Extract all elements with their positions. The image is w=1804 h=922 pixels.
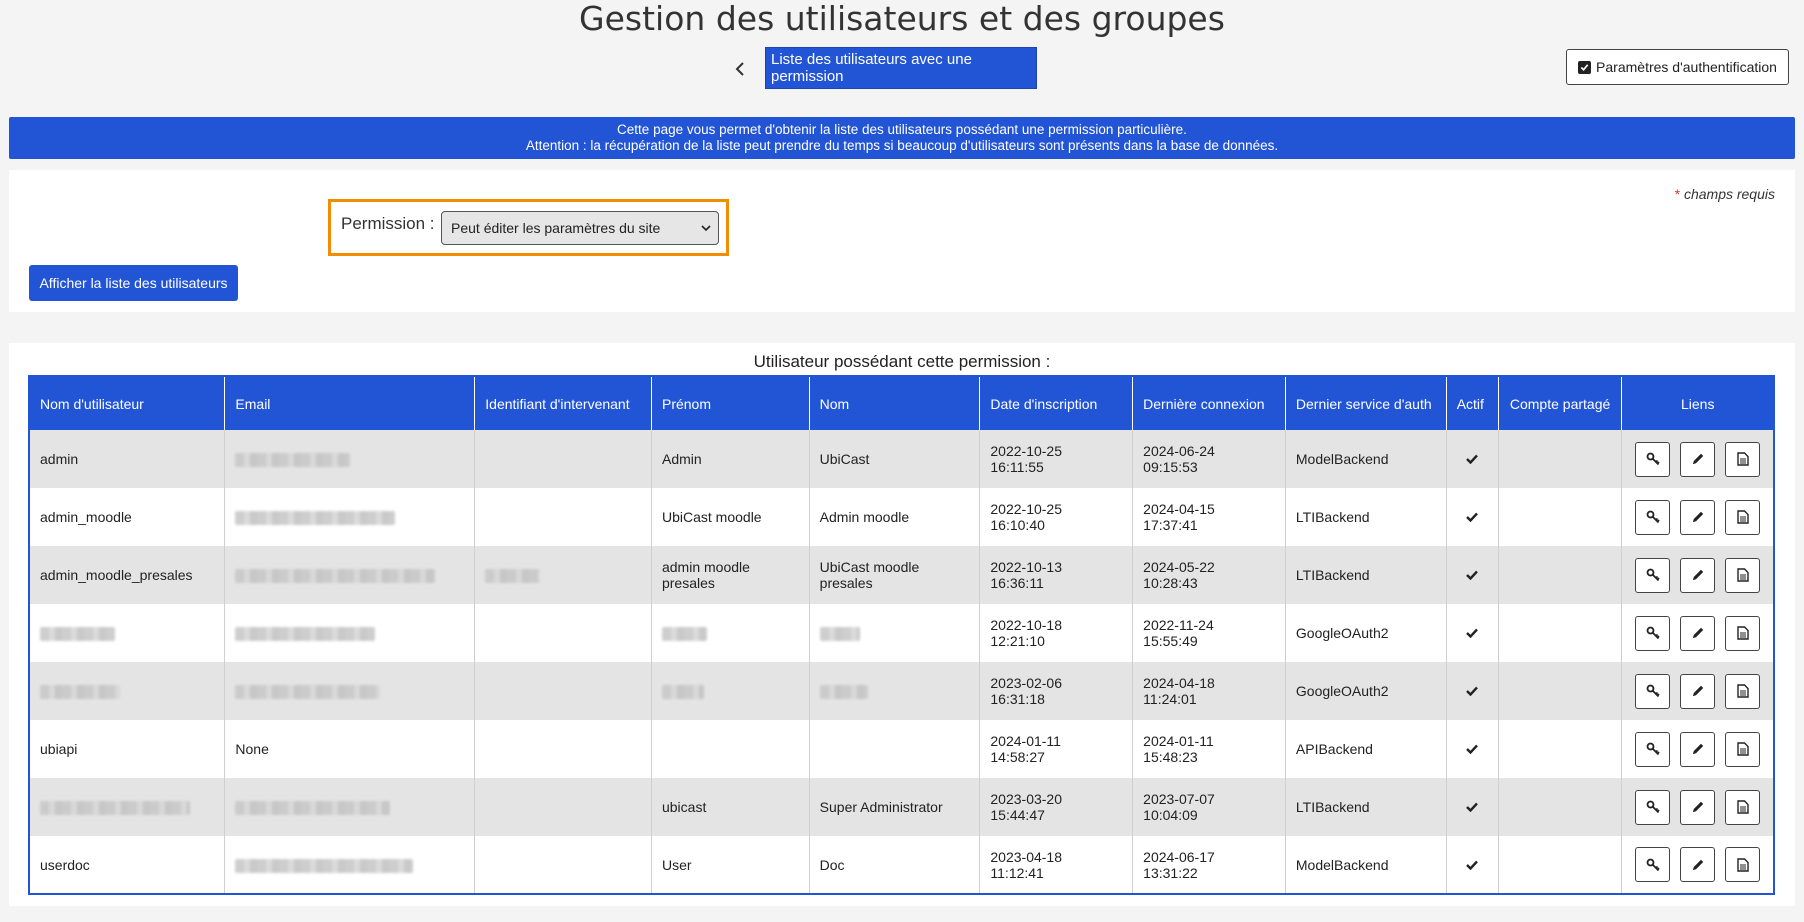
page-title: Gestion des utilisateurs et des groupes bbox=[579, 0, 1225, 38]
login-date: 2024-01-11 bbox=[1143, 733, 1214, 749]
last-name-text: Super Administrator bbox=[819, 799, 943, 815]
info-line-1: Cette page vous permet d'obtenir la liste des utilisateurs possédant une permission particulière. bbox=[617, 122, 1187, 137]
cell-last-name bbox=[809, 662, 980, 720]
last-name-text: UbiCast moodle presales bbox=[819, 559, 920, 591]
cell-last-auth bbox=[1285, 720, 1446, 778]
last-name-text bbox=[820, 683, 868, 699]
table-row bbox=[29, 720, 1774, 778]
auth-text: LTIBackend bbox=[1295, 509, 1370, 525]
cell-speaker-id bbox=[475, 546, 652, 604]
redacted-text bbox=[235, 685, 380, 699]
col-email[interactable]: Email bbox=[225, 376, 475, 430]
cell-speaker-id bbox=[475, 836, 652, 894]
table-row bbox=[29, 836, 1774, 894]
document-icon-button[interactable] bbox=[1725, 732, 1760, 767]
key-icon bbox=[1646, 800, 1660, 814]
redacted-text bbox=[235, 511, 395, 525]
cell-last-name bbox=[809, 488, 980, 546]
first-name-text: UbiCast moodle bbox=[661, 509, 762, 525]
permission-select[interactable] bbox=[441, 211, 719, 245]
top-navigation bbox=[0, 47, 1804, 89]
login-time: 13:31:22 bbox=[1143, 864, 1198, 881]
show-users-button[interactable]: Afficher la liste des utilisateurs bbox=[29, 265, 238, 301]
cell-username bbox=[29, 662, 225, 720]
redacted-text bbox=[40, 685, 120, 699]
redacted-text bbox=[662, 685, 704, 699]
login-date: 2023-07-07 bbox=[1143, 791, 1215, 807]
key-icon bbox=[1646, 858, 1660, 872]
reg-time: 16:11:55 bbox=[990, 459, 1044, 475]
edit-icon-button[interactable] bbox=[1680, 500, 1715, 535]
cell-speaker-id bbox=[475, 662, 652, 720]
login-date: 2022-11-24 bbox=[1143, 617, 1214, 633]
edit-icon-button[interactable] bbox=[1680, 732, 1715, 767]
cell-speaker-id bbox=[475, 604, 652, 662]
cell-links bbox=[1622, 604, 1774, 662]
username-text bbox=[40, 799, 190, 815]
required-text: champs requis bbox=[1683, 186, 1775, 202]
first-name-text bbox=[662, 625, 707, 641]
cell-last-login bbox=[1133, 604, 1286, 662]
chevron-down-icon bbox=[701, 225, 711, 232]
auth-text: LTIBackend bbox=[1295, 799, 1370, 815]
cell-last-auth bbox=[1285, 662, 1446, 720]
cell-username bbox=[29, 430, 225, 488]
pencil-icon bbox=[1691, 800, 1705, 814]
reg-time: 15:44:47 bbox=[990, 807, 1045, 823]
edit-icon-button[interactable] bbox=[1680, 790, 1715, 825]
login-time: 11:24:01 bbox=[1143, 691, 1197, 707]
col-links: Liens bbox=[1622, 376, 1774, 430]
check-icon bbox=[1465, 858, 1479, 872]
cell-shared bbox=[1498, 488, 1622, 546]
check-icon bbox=[1465, 626, 1479, 640]
login-time: 15:48:23 bbox=[1143, 749, 1198, 765]
cell-username bbox=[29, 546, 225, 604]
cell-last-name bbox=[809, 720, 980, 778]
cell-email bbox=[225, 604, 475, 662]
cell-active bbox=[1446, 430, 1498, 488]
username-text: admin_moodle_presales bbox=[40, 567, 193, 583]
redacted-text bbox=[40, 627, 115, 641]
cell-email bbox=[225, 430, 475, 488]
auth-text: ModelBackend bbox=[1295, 856, 1389, 873]
check-icon bbox=[1465, 452, 1479, 466]
cell-links bbox=[1622, 488, 1774, 546]
first-name-text bbox=[662, 683, 704, 699]
edit-icon-button[interactable] bbox=[1680, 442, 1715, 477]
document-icon bbox=[1737, 742, 1749, 756]
cell-links bbox=[1622, 430, 1774, 488]
edit-icon-button[interactable] bbox=[1680, 847, 1715, 882]
check-icon bbox=[1465, 684, 1479, 698]
cell-active bbox=[1446, 836, 1498, 894]
results-panel bbox=[9, 343, 1795, 906]
key-icon-button[interactable] bbox=[1635, 674, 1670, 709]
username-text: ubiapi bbox=[40, 741, 78, 757]
first-name-text: ubicast bbox=[661, 799, 707, 815]
cell-shared bbox=[1498, 430, 1622, 488]
reg-date: 2024-01-11 bbox=[990, 733, 1061, 749]
edit-icon-button[interactable] bbox=[1680, 558, 1715, 593]
email-text bbox=[235, 567, 435, 583]
cell-last-login bbox=[1133, 778, 1286, 836]
speaker-id-text bbox=[485, 567, 540, 583]
cell-first-name bbox=[651, 778, 809, 836]
key-icon-button[interactable] bbox=[1635, 558, 1670, 593]
col-shared[interactable]: Compte partagé bbox=[1498, 376, 1622, 430]
cell-email bbox=[225, 488, 475, 546]
table-row bbox=[29, 488, 1774, 546]
auth-text: APIBackend bbox=[1295, 741, 1373, 757]
cell-last-auth bbox=[1285, 836, 1446, 894]
tab-users-with-permission[interactable]: Liste des utilisateurs avec une permission bbox=[765, 47, 1037, 89]
cell-links bbox=[1622, 662, 1774, 720]
col-last-name[interactable]: Nom bbox=[809, 376, 980, 430]
document-icon bbox=[1737, 800, 1749, 814]
key-icon-button[interactable] bbox=[1635, 442, 1670, 477]
cell-shared bbox=[1498, 546, 1622, 604]
cell-registered bbox=[980, 778, 1133, 836]
cell-last-auth bbox=[1285, 430, 1446, 488]
permission-field-highlight bbox=[328, 199, 729, 256]
cell-active bbox=[1446, 720, 1498, 778]
reg-time: 16:31:18 bbox=[990, 691, 1045, 707]
login-date: 2024-04-18 bbox=[1143, 675, 1215, 691]
key-icon-button[interactable] bbox=[1635, 616, 1670, 651]
login-date: 2024-05-22 bbox=[1143, 559, 1215, 575]
check-icon bbox=[1465, 800, 1479, 814]
login-date: 2024-06-17 bbox=[1143, 848, 1215, 865]
permission-label: Permission : bbox=[341, 214, 435, 233]
pencil-icon bbox=[1691, 626, 1705, 640]
auth-text: LTIBackend bbox=[1295, 567, 1370, 583]
cell-shared bbox=[1498, 604, 1622, 662]
col-username[interactable]: Nom d'utilisateur bbox=[29, 376, 225, 430]
auth-settings-button[interactable] bbox=[1566, 49, 1789, 85]
last-name-text bbox=[820, 625, 860, 641]
cell-first-name bbox=[651, 720, 809, 778]
table-row bbox=[29, 778, 1774, 836]
auth-text: GoogleOAuth2 bbox=[1295, 625, 1389, 641]
reg-date: 2022-10-18 bbox=[990, 617, 1063, 633]
cell-last-auth bbox=[1285, 546, 1446, 604]
redacted-text bbox=[820, 627, 860, 641]
cell-username bbox=[29, 604, 225, 662]
cell-first-name bbox=[651, 546, 809, 604]
cell-username bbox=[29, 836, 225, 894]
redacted-text bbox=[235, 801, 390, 815]
col-registered[interactable]: Date d'inscription bbox=[980, 376, 1133, 430]
cell-registered bbox=[980, 604, 1133, 662]
pencil-icon bbox=[1691, 684, 1705, 698]
pencil-icon bbox=[1691, 858, 1705, 872]
cell-last-auth bbox=[1285, 778, 1446, 836]
key-icon bbox=[1646, 568, 1660, 582]
login-date: 2024-04-15 bbox=[1143, 501, 1215, 517]
document-icon-button[interactable] bbox=[1725, 790, 1760, 825]
key-icon bbox=[1646, 684, 1660, 698]
key-icon bbox=[1646, 742, 1660, 756]
document-icon bbox=[1737, 568, 1749, 582]
cell-email bbox=[225, 546, 475, 604]
redacted-text bbox=[235, 627, 375, 641]
email-text: None bbox=[235, 741, 269, 757]
auth-text: ModelBackend bbox=[1295, 451, 1389, 467]
key-icon bbox=[1646, 626, 1660, 640]
cell-active bbox=[1446, 488, 1498, 546]
cell-speaker-id bbox=[475, 778, 652, 836]
last-name-text: UbiCast bbox=[819, 451, 870, 467]
login-time: 10:28:43 bbox=[1143, 575, 1198, 591]
reg-date: 2022-10-25 bbox=[990, 443, 1063, 459]
info-line-2: Attention : la récupération de la liste peut prendre du temps si beaucoup d'utilisateurs sont présents dans la base de données. bbox=[525, 138, 1279, 153]
users-table bbox=[28, 375, 1775, 895]
email-text bbox=[235, 451, 350, 467]
edit-icon-button[interactable] bbox=[1680, 616, 1715, 651]
first-name-text: Admin bbox=[661, 451, 702, 467]
key-icon-button[interactable] bbox=[1635, 500, 1670, 535]
reg-date: 2023-04-18 bbox=[990, 848, 1063, 865]
cell-registered bbox=[980, 546, 1133, 604]
key-icon bbox=[1646, 452, 1660, 466]
cell-shared bbox=[1498, 662, 1622, 720]
cell-active bbox=[1446, 778, 1498, 836]
cell-registered bbox=[980, 720, 1133, 778]
chevron-left-icon bbox=[734, 61, 746, 77]
document-icon bbox=[1737, 684, 1749, 698]
col-active[interactable]: Actif bbox=[1446, 376, 1498, 430]
cell-links bbox=[1622, 720, 1774, 778]
table-row bbox=[29, 546, 1774, 604]
cell-username bbox=[29, 778, 225, 836]
cell-last-name bbox=[809, 836, 980, 894]
table-row bbox=[29, 662, 1774, 720]
email-text bbox=[235, 625, 375, 641]
check-icon bbox=[1465, 742, 1479, 756]
cell-last-auth bbox=[1285, 604, 1446, 662]
cell-registered bbox=[980, 488, 1133, 546]
table-row bbox=[29, 604, 1774, 662]
key-icon bbox=[1646, 510, 1660, 524]
cell-first-name bbox=[651, 662, 809, 720]
cell-last-login bbox=[1133, 488, 1286, 546]
document-icon-button[interactable] bbox=[1725, 674, 1760, 709]
cell-username bbox=[29, 488, 225, 546]
key-icon-button[interactable] bbox=[1635, 790, 1670, 825]
cell-last-login bbox=[1133, 720, 1286, 778]
cell-registered bbox=[980, 430, 1133, 488]
document-icon bbox=[1737, 510, 1749, 524]
pencil-icon bbox=[1691, 452, 1705, 466]
cell-last-name bbox=[809, 604, 980, 662]
cell-last-login bbox=[1133, 836, 1286, 894]
cell-first-name bbox=[651, 488, 809, 546]
document-icon-button[interactable] bbox=[1725, 500, 1760, 535]
document-icon bbox=[1737, 452, 1749, 466]
cell-email bbox=[225, 836, 475, 894]
reg-date: 2023-02-06 bbox=[990, 675, 1063, 691]
reg-time: 16:36:11 bbox=[990, 575, 1044, 591]
cell-speaker-id bbox=[475, 720, 652, 778]
document-icon bbox=[1737, 626, 1749, 640]
redacted-text bbox=[235, 859, 413, 873]
username-text: admin_moodle bbox=[40, 509, 132, 525]
cell-shared bbox=[1498, 720, 1622, 778]
cell-last-auth bbox=[1285, 488, 1446, 546]
cell-username bbox=[29, 720, 225, 778]
redacted-text bbox=[235, 453, 350, 467]
username-text: admin bbox=[40, 451, 79, 467]
permission-form bbox=[9, 170, 1795, 312]
redacted-text bbox=[820, 685, 868, 699]
required-star: * bbox=[1674, 186, 1681, 202]
login-time: 10:04:09 bbox=[1143, 807, 1198, 823]
reg-date: 2022-10-13 bbox=[990, 559, 1063, 575]
username-text bbox=[40, 683, 120, 699]
pencil-icon bbox=[1691, 742, 1705, 756]
key-icon-button[interactable] bbox=[1635, 732, 1670, 767]
edit-icon-button[interactable] bbox=[1680, 674, 1715, 709]
redacted-text bbox=[485, 569, 540, 583]
col-last-auth[interactable]: Dernier service d'auth bbox=[1285, 376, 1446, 430]
reg-time: 11:12:41 bbox=[990, 864, 1044, 881]
cell-active bbox=[1446, 662, 1498, 720]
cell-first-name bbox=[651, 836, 809, 894]
username-text bbox=[40, 625, 115, 641]
col-first-name[interactable]: Prénom bbox=[651, 376, 809, 430]
col-last-login[interactable]: Dernière connexion bbox=[1133, 376, 1286, 430]
check-icon bbox=[1465, 568, 1479, 582]
document-icon-button[interactable] bbox=[1725, 616, 1760, 651]
cell-first-name bbox=[651, 604, 809, 662]
first-name-text: admin moodle presales bbox=[661, 559, 750, 591]
document-icon-button[interactable] bbox=[1725, 847, 1760, 882]
username-text: userdoc bbox=[40, 856, 90, 873]
email-text bbox=[235, 856, 413, 872]
reg-time: 16:10:40 bbox=[990, 517, 1045, 533]
cell-shared bbox=[1498, 778, 1622, 836]
cell-links bbox=[1622, 836, 1774, 894]
check-icon bbox=[1465, 510, 1479, 524]
cell-last-name bbox=[809, 430, 980, 488]
results-title: Utilisateur possédant cette permission : bbox=[753, 352, 1051, 371]
login-time: 15:55:49 bbox=[1143, 633, 1198, 649]
cell-last-login bbox=[1133, 662, 1286, 720]
cell-links bbox=[1622, 546, 1774, 604]
auth-text: GoogleOAuth2 bbox=[1295, 683, 1389, 699]
col-speaker-id[interactable]: Identifiant d'intervenant bbox=[475, 376, 652, 430]
back-button[interactable] bbox=[728, 57, 752, 81]
cell-email bbox=[225, 720, 475, 778]
reg-date: 2022-10-25 bbox=[990, 501, 1063, 517]
cell-speaker-id bbox=[475, 430, 652, 488]
reg-time: 12:21:10 bbox=[990, 633, 1045, 649]
cell-first-name bbox=[651, 430, 809, 488]
redacted-text bbox=[40, 801, 190, 815]
cell-speaker-id bbox=[475, 488, 652, 546]
email-text bbox=[235, 799, 390, 815]
cell-registered bbox=[980, 662, 1133, 720]
required-fields-note bbox=[1675, 186, 1775, 202]
cell-links bbox=[1622, 778, 1774, 836]
auth-settings-label: Paramètres d'authentification bbox=[1596, 59, 1777, 75]
login-time: 09:15:53 bbox=[1143, 459, 1198, 475]
cell-email bbox=[225, 662, 475, 720]
table-header-row bbox=[29, 376, 1774, 430]
pencil-icon bbox=[1691, 568, 1705, 582]
email-text bbox=[235, 683, 380, 699]
document-icon-button[interactable] bbox=[1725, 442, 1760, 477]
redacted-text bbox=[235, 569, 435, 583]
login-time: 17:37:41 bbox=[1143, 517, 1198, 533]
email-text bbox=[235, 509, 395, 525]
cell-active bbox=[1446, 546, 1498, 604]
cell-registered bbox=[980, 836, 1133, 894]
cell-last-name bbox=[809, 778, 980, 836]
reg-date: 2023-03-20 bbox=[990, 791, 1063, 807]
table-row bbox=[29, 430, 1774, 488]
first-name-text: User bbox=[661, 856, 692, 873]
cell-shared bbox=[1498, 836, 1622, 894]
cell-last-login bbox=[1133, 430, 1286, 488]
info-banner bbox=[9, 117, 1795, 159]
cell-email bbox=[225, 778, 475, 836]
cell-active bbox=[1446, 604, 1498, 662]
redacted-text bbox=[662, 627, 707, 641]
last-name-text: Admin moodle bbox=[819, 509, 910, 525]
document-icon bbox=[1737, 858, 1749, 872]
checkbox-icon bbox=[1578, 61, 1591, 74]
cell-last-login bbox=[1133, 546, 1286, 604]
reg-time: 14:58:27 bbox=[990, 749, 1045, 765]
login-date: 2024-06-24 bbox=[1143, 443, 1215, 459]
cell-last-name bbox=[809, 546, 980, 604]
permission-selected-value: Peut éditer les paramètres du site bbox=[451, 220, 661, 236]
last-name-text: Doc bbox=[819, 856, 845, 873]
key-icon-button[interactable] bbox=[1635, 847, 1670, 882]
document-icon-button[interactable] bbox=[1725, 558, 1760, 593]
pencil-icon bbox=[1691, 510, 1705, 524]
